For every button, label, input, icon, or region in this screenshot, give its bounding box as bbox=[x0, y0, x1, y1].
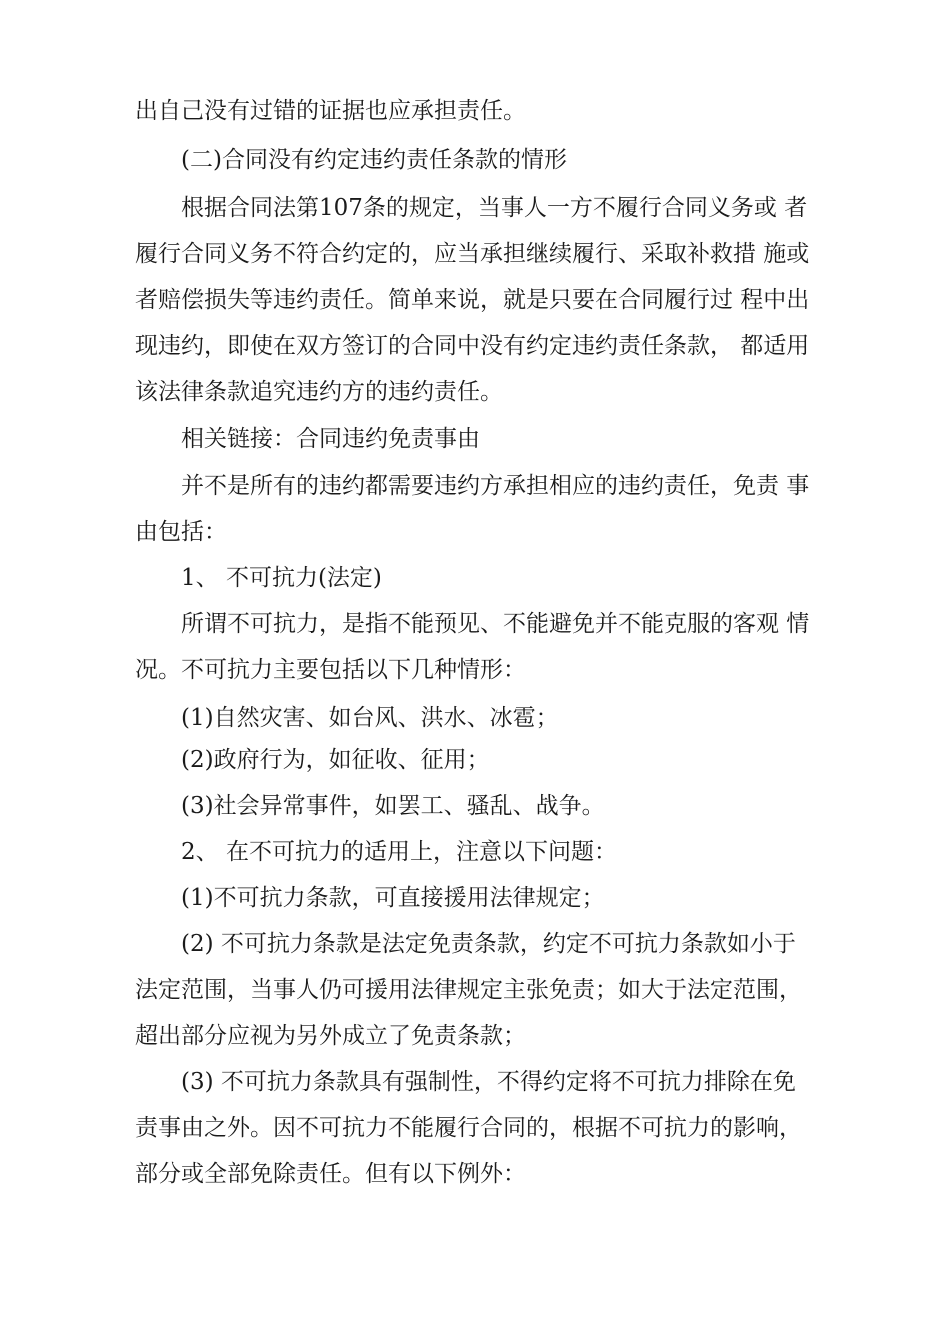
related-link-heading: 相关链接：合同违约免责事由 bbox=[181, 426, 480, 452]
paragraph-line: 由包括： bbox=[135, 519, 227, 545]
list-item-heading: 1、 不可抗力(法定) bbox=[181, 565, 382, 591]
paragraph-line: 并不是所有的违约都需要违约方承担相应的违约责任，免责 事 bbox=[181, 473, 810, 499]
paragraph-line: 根据合同法第107条的规定，当事人一方不履行合同义务或 者 bbox=[181, 195, 808, 221]
paragraph-line: 所谓不可抗力，是指不能预见、不能避免并不能克服的客观 情 bbox=[181, 611, 810, 637]
paragraph-line: (3) 不可抗力条款具有强制性，不得约定将不可抗力排除在免 bbox=[181, 1069, 796, 1095]
list-item-heading: 2、 在不可抗力的适用上，注意以下问题： bbox=[181, 839, 617, 865]
paragraph-line: 者赔偿损失等违约责任。简单来说，就是只要在合同履行过 程中出 bbox=[135, 287, 810, 313]
paragraph-line: 履行合同义务不符合约定的，应当承担继续履行、采取补救措 施或 bbox=[135, 241, 810, 267]
paragraph-line: 现违约，即使在双方签订的合同中没有约定违约责任条款， 都适用 bbox=[135, 333, 810, 359]
list-item: (3)社会异常事件，如罢工、骚乱、战争。 bbox=[181, 793, 605, 819]
paragraph-line: 该法律条款追究违约方的违约责任。 bbox=[135, 379, 503, 405]
section-heading: (二)合同没有约定违约责任条款的情形 bbox=[181, 147, 567, 173]
list-item: (1)不可抗力条款，可直接援用法律规定； bbox=[181, 885, 605, 911]
paragraph-line: 部分或全部免除责任。但有以下例外： bbox=[135, 1161, 526, 1187]
list-item: (2)政府行为，如征收、征用； bbox=[181, 747, 490, 773]
paragraph-line: (2) 不可抗力条款是法定免责条款，约定不可抗力条款如小于 bbox=[181, 931, 796, 957]
paragraph-line: 出自己没有过错的证据也应承担责任。 bbox=[135, 98, 526, 124]
paragraph-line: 况。不可抗力主要包括以下几种情形： bbox=[135, 657, 526, 683]
paragraph-line: 超出部分应视为另外成立了免责条款； bbox=[135, 1023, 526, 1049]
paragraph-line: 责事由之外。因不可抗力不能履行合同的，根据不可抗力的影响， bbox=[135, 1115, 802, 1141]
paragraph-line: 法定范围，当事人仍可援用法律规定主张免责；如大于法定范围， bbox=[135, 977, 802, 1003]
list-item: (1)自然灾害、如台风、洪水、冰雹； bbox=[181, 705, 559, 731]
